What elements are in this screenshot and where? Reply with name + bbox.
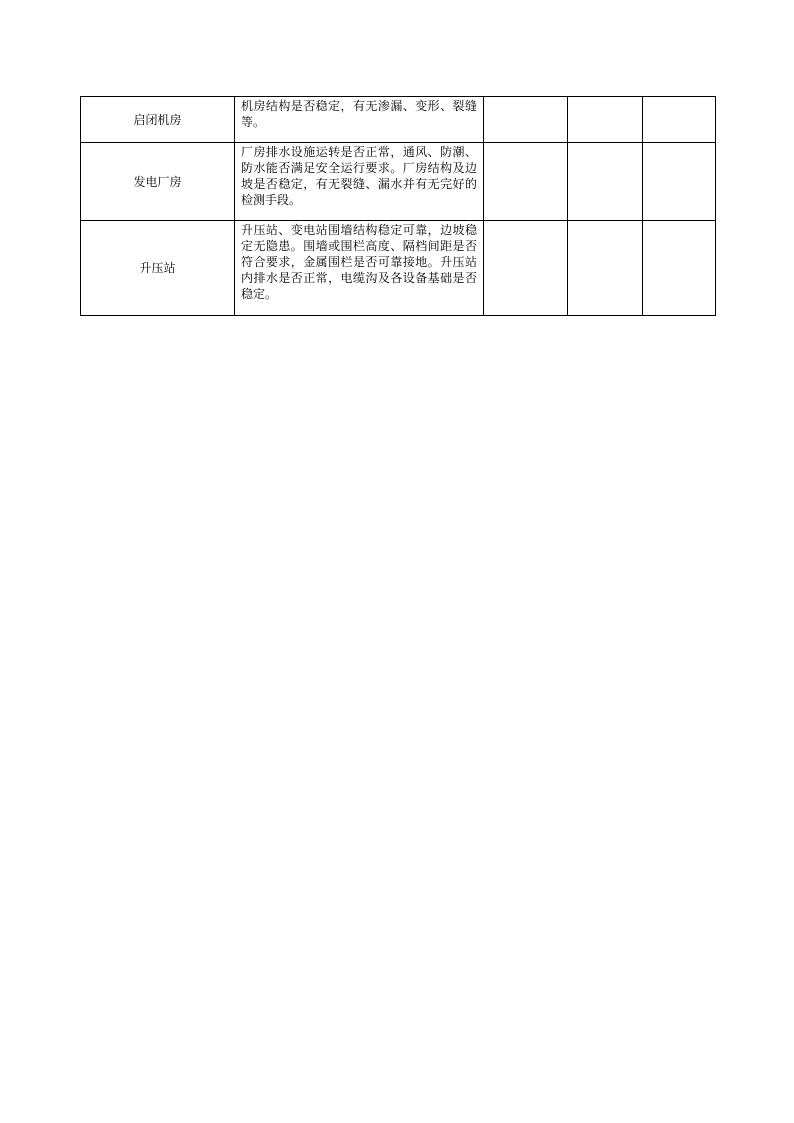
inspection-content-cell: 机房结构是否稳定，有无渗漏、变形、裂缝等。 [235,97,484,143]
item-name-cell: 升压站 [81,221,235,316]
empty-cell [484,97,568,143]
table-row [81,221,716,316]
empty-cell [568,143,643,221]
empty-cell [484,143,568,221]
empty-cell [643,143,716,221]
table-row [81,97,716,143]
empty-cell [568,221,643,316]
empty-cell [643,97,716,143]
empty-cell [568,97,643,143]
inspection-content-cell: 升压站、变电站围墙结构稳定可靠，边坡稳定无隐患。围墙或围栏高度、隔档间距是否符合要求，金属围栏是否可靠接地。升压站内排水是否正常，电缆沟及各设备基础是否稳定。 [235,221,484,316]
inspection-table [80,96,716,316]
item-name-cell: 启闭机房 [81,97,235,143]
empty-cell [643,221,716,316]
inspection-content-cell: 厂房排水设施运转是否正常，通风、防潮、防水能否满足安全运行要求。厂房结构及边坡是否稳定，有无裂缝、漏水并有无完好的检测手段。 [235,143,484,221]
item-name-cell: 发电厂房 [81,143,235,221]
table-row [81,143,716,221]
empty-cell [484,221,568,316]
